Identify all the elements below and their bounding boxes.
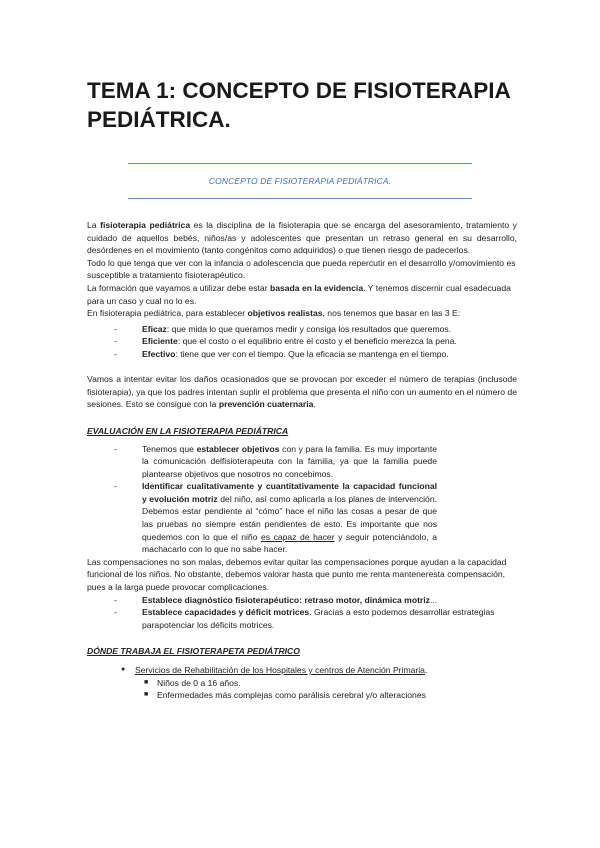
bold-term: Identificar cualitativamente y cuantitativamente la capacidad funcional y evolución motriz [142, 481, 437, 504]
list-item [107, 348, 517, 361]
donde-heading: DÓNDE TRABAJA EL FISIOTERAPETA PEDIÁTRICO [87, 646, 300, 657]
compensaciones-paragraph: Las compensaciones no son malas, debemos evitar quitar las compensaciones porque ayudan a la capacidad funcional de los niños. No obstante, debemos valorar hasta que punto me renta mantenerestа compensación, pues a la larga puede provocar complicaciones. [87, 556, 507, 593]
text-run: y seguir potenciándolo, a machacarlo con lo que no sabe hacer. [142, 531, 437, 555]
bold-term: objetivos realistas [247, 308, 323, 319]
list-item [107, 335, 517, 348]
intro-paragraph-1 [87, 219, 517, 257]
text-run: Vamos a intentar evitar los daños ocasionados que se provocan por exceder el número de terapias (inclusode fisioterapia), ya que los padres intentan suplir el problema que presenta el niño con un aumento en el número de sesiones. Esto se consigue con la [87, 374, 517, 410]
list-item [87, 689, 517, 702]
subtitle-rule-bottom [128, 198, 472, 199]
bold-term: Establece capacidades y déficit motrices [142, 607, 310, 618]
text-run: La formación que vayamos a utilizar debe estar [87, 282, 270, 293]
square-bullet-icon: ■ [144, 678, 149, 686]
subtitle-rule-top [128, 163, 472, 164]
text-run: Niños de 0 a 16 años. [157, 677, 241, 688]
evaluacion-heading: EVALUACIÓN EN LA FISIOTERAPIA PEDIÁTRICA [87, 425, 289, 436]
text-run: ... [429, 594, 438, 605]
bold-term: Establece diagnóstico fisioterapéutico: retraso motor, dinámica motriz [142, 594, 430, 605]
text-run: es la disciplina de la fisioterapia que se encarga del asesoramiento, tratamiento y cuidado de aquellos bebés, niños/as y adolescentes que presentan un retraso general en su desarrollo, desórdenes en el movimiento (tanto congénitos como adquiridos) o que tienen riesgo de padecerlos. [87, 220, 517, 256]
donde-list [87, 664, 517, 677]
text-run: : que el costo o el equilibrio entre el costo y el beneficio merezca la pena. [177, 336, 457, 347]
bold-term: establecer objetivos [196, 443, 280, 454]
evaluacion-list-a [87, 443, 437, 556]
three-e-list [87, 323, 517, 361]
danos-paragraph [87, 373, 517, 411]
underlined-text: Servicios de Rehabilitación de los Hospitales y centros de Atención Primaria [135, 665, 425, 675]
list-item [107, 606, 517, 631]
intro-paragraph-3 [87, 282, 517, 307]
list-item [107, 443, 437, 481]
bold-term: Eficiente [142, 336, 178, 347]
intro-paragraph-2: Todo lo que tenga que ver con la infancia o adolescencia que pueda repercutir en el desarrollo y/omovimiento es susceptible a tratamiento fisioterapéutico. [87, 257, 516, 281]
bold-term: fisioterapia pediátrica [100, 220, 191, 230]
bold-term: Eficaz [142, 323, 167, 334]
bold-term: basada en la evidencia [269, 282, 364, 293]
donde-sublist [87, 677, 517, 702]
bold-term: prevención cuaternaria [218, 399, 314, 410]
document-body [87, 219, 517, 702]
text-run: : que mida lo que queramos medir y consiga los resultados que queremos. [166, 323, 452, 334]
intro-paragraph-4 [87, 307, 517, 320]
text-run: Enfermedades más complejas como parálisis cerebral y/o alteraciones [157, 690, 426, 701]
text-run: . Y tenemos discernir cual esadecuada para un caso y cual no lo es. [87, 282, 511, 306]
page-title: TEMA 1: CONCEPTO DE FISIOTERAPIA PEDIÁTRICA. [87, 78, 510, 132]
square-bullet-icon: ■ [144, 691, 149, 699]
bold-term: Efectivo [142, 348, 176, 359]
list-item [87, 664, 517, 677]
section-subtitle: CONCEPTO DE FISIOTERAPIA PEDIÁTRICA. [208, 176, 392, 186]
text-run: , nos tenemos que basar en las 3 E: [322, 308, 461, 319]
text-run: del niño, así como aplicarla a los planes de intervención. Debemos estar pendiente al “cómo” hace el niño las cosas a pesar de que las pruebas no siempre están pendientes de esto. Es importante que nos quedemos con lo que el niño [142, 493, 437, 542]
text-run: . [313, 399, 316, 410]
text-run: La [87, 220, 101, 230]
text-run: Tenemos que [142, 443, 197, 454]
text-run: con y para la familia. Es muy importante la comunicación delfisioterapeuta con la familia, ya que la familia puede plantearse objetivos que nosotros no concebimos. [142, 443, 437, 479]
underlined-text: es capaz de hacer [260, 531, 335, 542]
list-item [107, 480, 437, 556]
text-run: En fisioterapia pediátrica, para establecer [87, 308, 248, 319]
text-run: . Gracias a esto podemos desarrollar estrategias parapotenciar los déficits motrices. [142, 607, 495, 630]
text-run: : tiene que ver con el tiempo. Que la eficacia se mantenga en el tiempo. [175, 348, 449, 359]
text-run: . [424, 665, 428, 675]
evaluacion-list-b [87, 594, 517, 632]
bullet-icon: ● [121, 666, 126, 673]
list-item [107, 323, 517, 336]
list-item [107, 594, 517, 607]
list-item [87, 677, 517, 690]
